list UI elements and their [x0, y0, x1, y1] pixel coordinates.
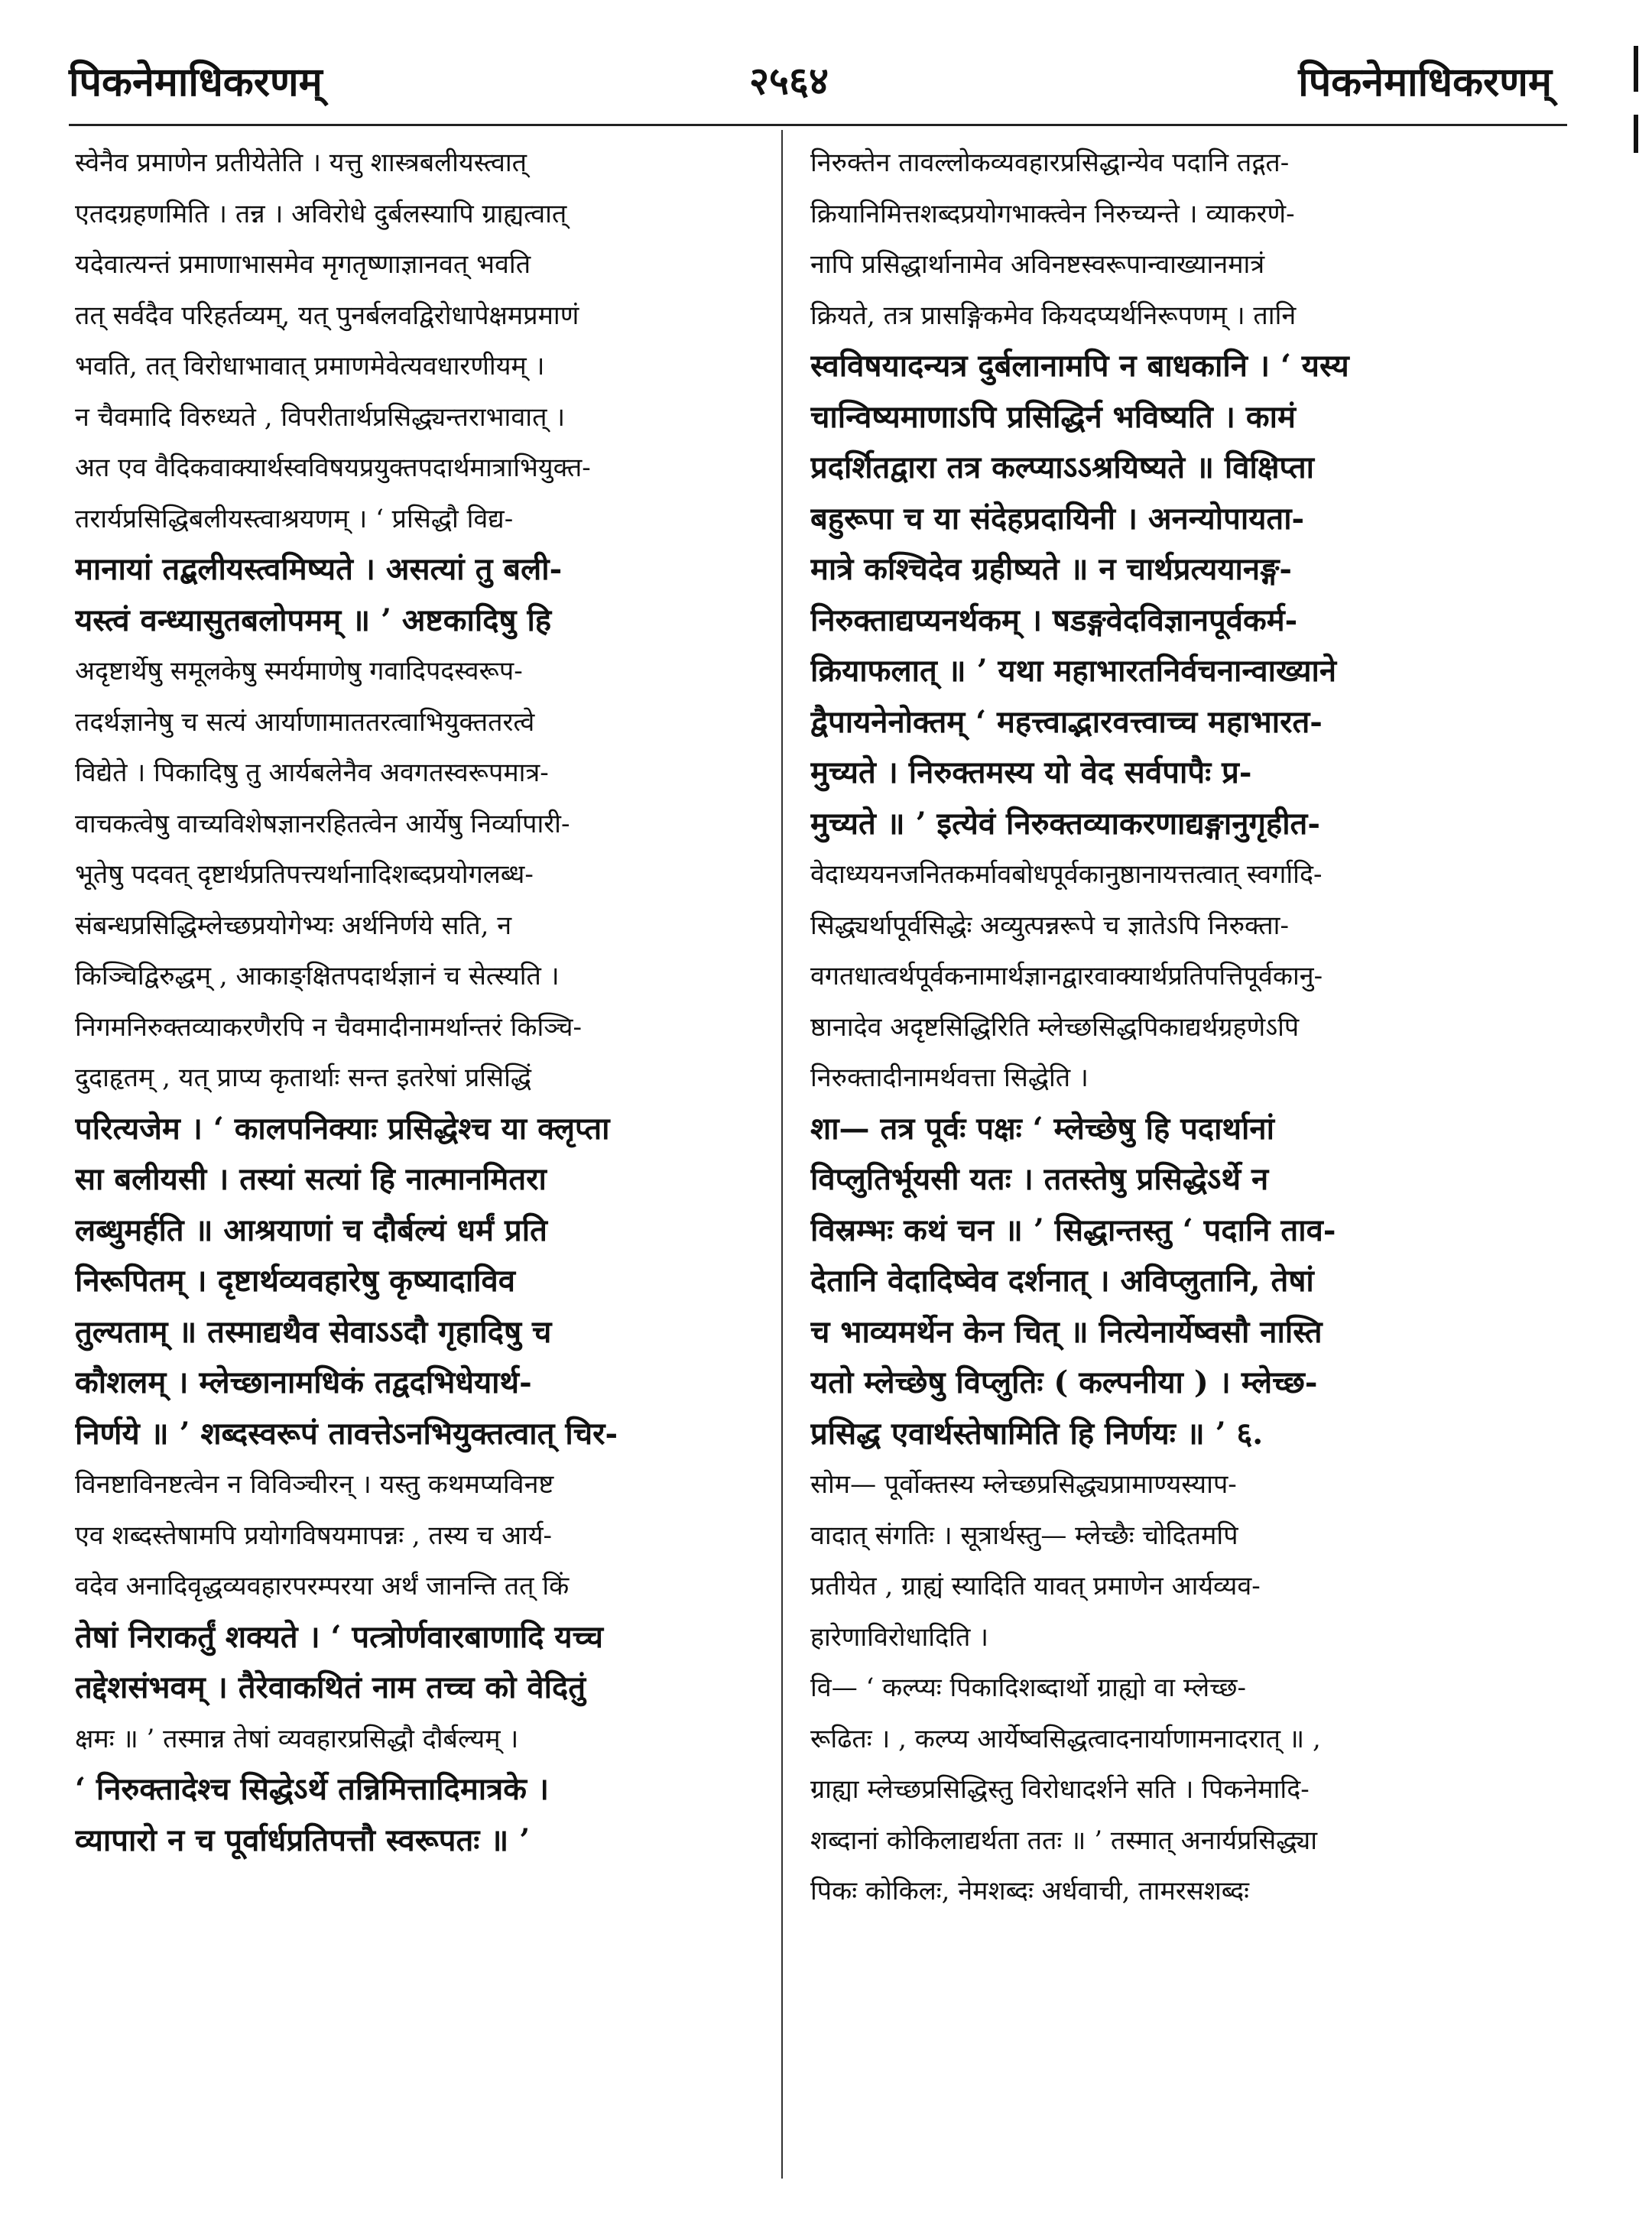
- text-line: विस्रम्भः कथं चन ॥ ’ सिद्धान्तस्तु ‘ पदानि ताव-: [810, 1212, 1336, 1248]
- text-line: प्रदर्शितद्वारा तत्र कल्प्याऽऽश्रयिष्यते ॥ विक्षिप्ता: [810, 449, 1315, 485]
- text-line: दुदाहृतम् , यत् प्राप्य कृतार्थाः सन्त इतरेषां प्रसिद्धिं: [75, 1063, 532, 1093]
- text-line: विनष्टाविनष्टत्वेन न विविञ्चीरन् । यस्तु कथमप्यविनष्ट: [75, 1469, 554, 1500]
- text-line: मुच्यते ॥ ’ इत्येवं निरुक्तव्याकरणाद्यङ्गानुगृहीत-: [810, 805, 1320, 842]
- scan-edge-mark: [1634, 46, 1638, 92]
- text-line: निरूपितम् । दृष्टार्थव्यवहारेषु कृष्यादाविव: [75, 1263, 516, 1299]
- text-line: भवति, तत् विरोधाभावात् प्रमाणमेवेत्यवधारणीयम् ।: [75, 351, 545, 381]
- text-line: लब्धुमर्हति ॥ आश्रयाणां च दौर्बल्यं धर्मं प्रति: [75, 1212, 547, 1248]
- text-line: ‘ निरुक्तादेश्च सिद्धेऽर्थे तन्निमित्तादिमात्रके ।: [75, 1771, 550, 1807]
- text-line: क्रियते, तत्र प्रासङ्गिकमेव कियदप्यर्थनिरूपणम् । तानि: [810, 300, 1297, 331]
- text-line: शब्दानां कोकिलाद्यर्थता ततः ॥ ’ तस्मात् अनार्यप्रसिद्ध्या: [810, 1825, 1318, 1856]
- text-line: सिद्ध्यर्थापूर्वसिद्धेः अव्युत्पन्नरूपे च ज्ञातेऽपि निरुक्ता-: [810, 910, 1289, 941]
- text-line: निगमनिरुक्तव्याकरणैरपि न चैवमादीनामर्थान्तरं किञ्चि-: [75, 1011, 582, 1043]
- text-line: यस्त्वं वन्ध्यासुतबलोपमम् ॥ ’ अष्टकादिषु हि: [75, 602, 552, 638]
- text-line: नापि प्रसिद्धार्थानामेव अविनष्टस्वरूपान्वाख्यानमात्रं: [810, 249, 1265, 280]
- right-column: [810, 138, 1548, 1917]
- text-line: वि— ‘ कल्प्यः पिकादिशब्दार्थो ग्राह्यो वा म्लेच्छ-: [810, 1673, 1246, 1703]
- scan-edge-mark: [1634, 115, 1638, 153]
- text-line: एव शब्दस्तेषामपि प्रयोगविषयमापन्नः , तस्य च आर्य-: [75, 1520, 553, 1551]
- text-line: हारेणाविरोधादिति ।: [810, 1621, 989, 1653]
- text-line: किञ्चिद्विरुद्धम् , आकाङ्क्षितपदार्थज्ञानं च सेत्स्यति ।: [75, 961, 560, 991]
- text-line: वादात् संगतिः । सूत्रार्थस्तु— म्लेच्छैः चोदितमपि: [810, 1520, 1238, 1551]
- text-line: तद्देशसंभवम् । तैरेवाकथितं नाम तच्च को वेदितुं: [75, 1669, 586, 1705]
- text-line: तदर्थज्ञानेषु च सत्यं आर्याणामाततरत्वाभियुक्ततरत्वे: [75, 706, 535, 738]
- text-line: रूढितः । , कल्प्य आर्येष्वसिद्धत्वादनार्याणामनादरात् ॥ ,: [810, 1723, 1321, 1754]
- text-line: देतानि वेदादिष्वेव दर्शनात् । अविप्लुतानि, तेषां: [810, 1263, 1314, 1299]
- text-line: वेदाध्ययनजनितकर्मावबोधपूर्वकानुष्ठानायत्तत्वात् स्वर्गादि-: [810, 859, 1323, 890]
- text-line: कौशलम् । म्लेच्छानामधिकं तद्वदभिधेयार्थ-: [75, 1364, 532, 1400]
- text-line: एतदग्रहणमिति । तन्न । अविरोधे दुर्बलस्यापि ग्राह्यत्वात्: [75, 198, 567, 229]
- text-line: व्यापारो न च पूर्वार्धप्रतिपत्तौ स्वरूपतः ॥ ’: [75, 1822, 531, 1858]
- left-column: [75, 138, 786, 1866]
- text-line: भूतेषु पदवत् दृष्टार्थप्रतिपत्त्यर्थानादिशब्दप्रयोगलब्ध-: [75, 859, 534, 890]
- text-line: शा— तत्र पूर्वः पक्षः ‘ म्लेच्छेषु हि पदार्थानां: [810, 1110, 1274, 1147]
- text-line: वाचकत्वेषु वाच्यविशेषज्ञानरहितत्वेन आर्येषु निर्व्यापारी-: [75, 808, 570, 839]
- text-line: तेषां निराकर्तुं शक्यते । ‘ पत्त्रोर्णवारबाणादि यच्च: [75, 1618, 604, 1655]
- text-line: परित्यजेम । ‘ कालपनिक्याः प्रसिद्धेश्च या क्लृप्ता: [75, 1110, 610, 1147]
- running-title-left: पिकनेमाधिकरणम्: [69, 59, 323, 105]
- text-line: सोम— पूर्वोक्तस्य म्लेच्छप्रसिद्ध्यप्रामाण्यस्याप-: [810, 1469, 1237, 1500]
- text-line: क्रियाफलात् ॥ ’ यथा महाभारतनिर्वचनान्वाख्याने: [810, 653, 1337, 689]
- text-line: निर्णये ॥ ’ शब्दस्वरूपं तावत्तेऽनभियुक्तत्वात् चिर-: [75, 1415, 618, 1452]
- page-number: २५६४: [749, 58, 829, 103]
- text-line: प्रसिद्ध एवार्थस्तेषामिति हि निर्णयः ॥ ’ ६.: [810, 1415, 1264, 1452]
- text-line: मुच्यते । निरुक्तमस्य यो वेद सर्वपापैः प्र-: [810, 754, 1252, 790]
- text-line: प्रतीयेत , ग्राह्यं स्यादिति यावत् प्रमाणेन आर्यव्यव-: [810, 1571, 1261, 1601]
- text-line: क्रियानिमित्तशब्दप्रयोगभाक्त्वेन निरुच्यन्ते । व्याकरणे-: [810, 198, 1295, 229]
- text-line: सा बलीयसी । तस्यां सत्यां हि नात्मानमितरा: [75, 1161, 547, 1197]
- text-line: निरुक्तेन तावल्लोकव्यवहारप्रसिद्धान्येव पदानि तद्गत-: [810, 148, 1290, 178]
- running-title-right: पिकनेमाधिकरणम्: [1298, 59, 1552, 105]
- text-line: बहुरूपा च या संदेहप्रदायिनी । अनन्योपायता-: [810, 500, 1305, 537]
- text-line: मानायां तद्बलीयस्त्वमिष्यते । असत्यां तु बली-: [75, 551, 563, 587]
- text-line: मात्रे कश्चिदेव ग्रहीष्यते ॥ न चार्थप्रत्ययानङ्ग-: [810, 551, 1293, 587]
- text-line: अदृष्टार्थेषु समूलकेषु स्मर्यमाणेषु गवादिपदस्वरूप-: [75, 656, 523, 686]
- text-line: यदेवात्यन्तं प्रमाणाभासमेव मृगतृष्णाज्ञानवत् भवति: [75, 249, 531, 280]
- text-line: तुल्यताम् ॥ तस्माद्यथैव सेवाऽऽदौ गृहादिषु च: [75, 1313, 552, 1350]
- page-header: [69, 54, 1567, 115]
- text-line: संबन्धप्रसिद्धिम्लेच्छप्रयोगेभ्यः अर्थनिर्णये सति, न: [75, 910, 512, 941]
- text-line: तरार्यप्रसिद्धिबलीयस्त्वाश्रयणम् । ‘ प्रसिद्धौ विद्य-: [75, 503, 514, 534]
- text-line: यतो म्लेच्छेषु विप्लुतिः ( कल्पनीया ) । म्लेच्छ-: [810, 1364, 1318, 1400]
- text-line: न चैवमादि विरुध्यते , विपरीतार्थप्रसिद्ध्यन्तराभावात् ।: [75, 401, 566, 433]
- header-rule: [69, 124, 1567, 126]
- text-line: निरुक्ताद्यप्यनर्थकम् । षडङ्गवेदविज्ञानपूर्वकर्म-: [810, 602, 1298, 638]
- text-line: ष्ठानादेव अदृष्टसिद्धिरिति म्लेच्छसिद्धपिकाद्यर्थग्रहणेऽपि: [810, 1011, 1300, 1043]
- text-line: वगतधात्वर्थपूर्वकनामार्थज्ञानद्वारवाक्यार्थप्रतिपत्तिपूर्वकानु-: [810, 961, 1323, 991]
- text-line: चान्विष्यमाणाऽपि प्रसिद्धिर्न भविष्यति । कामं: [810, 398, 1296, 435]
- text-line: द्वैपायनेनोक्तम् ‘ महत्त्वाद्भारवत्त्वाच्च महाभारत-: [810, 703, 1323, 740]
- text-line: क्षमः ॥ ’ तस्मान्न तेषां व्यवहारप्रसिद्धौ दौर्बल्यम् ।: [75, 1723, 519, 1754]
- text-line: वदेव अनादिवृद्धव्यवहारपरम्परया अर्थं जानन्ति तत् किं: [75, 1571, 570, 1601]
- text-line: निरुक्तादीनामर्थवत्ता सिद्धेति ।: [810, 1063, 1089, 1093]
- text-line: स्वविषयादन्यत्र दुर्बलानामपि न बाधकानि । ‘ यस्य: [810, 348, 1349, 384]
- text-line: पिकः कोकिलः, नेमशब्दः अर्धवाची, तामरसशब्दः: [810, 1876, 1250, 1906]
- text-line: विद्येते । पिकादिषु तु आर्यबलेनैव अवगतस्वरूपमात्र-: [75, 758, 549, 788]
- text-line: तत् सर्वदैव परिहर्तव्यम्, यत् पुनर्बलवद्विरोधापेक्षमप्रमाणं: [75, 300, 579, 331]
- text-line: च भाव्यमर्थेन केन चित् ॥ नित्येनार्येष्वसौ नास्ति: [810, 1313, 1323, 1350]
- text-line: स्वेनैव प्रमाणेन प्रतीयेतेति । यत्तु शास्त्रबलीयस्त्वात्: [75, 148, 527, 178]
- text-line: अत एव वैदिकवाक्यार्थस्वविषयप्रयुक्तपदार्थमात्राभियुक्त-: [75, 453, 591, 483]
- text-line: विप्लुतिर्भूयसी यतः । ततस्तेषु प्रसिद्धेऽर्थे न: [810, 1161, 1269, 1197]
- text-line: ग्राह्या म्लेच्छप्रसिद्धिस्तु विरोधादर्शने सति । पिकनेमादि-: [810, 1774, 1310, 1805]
